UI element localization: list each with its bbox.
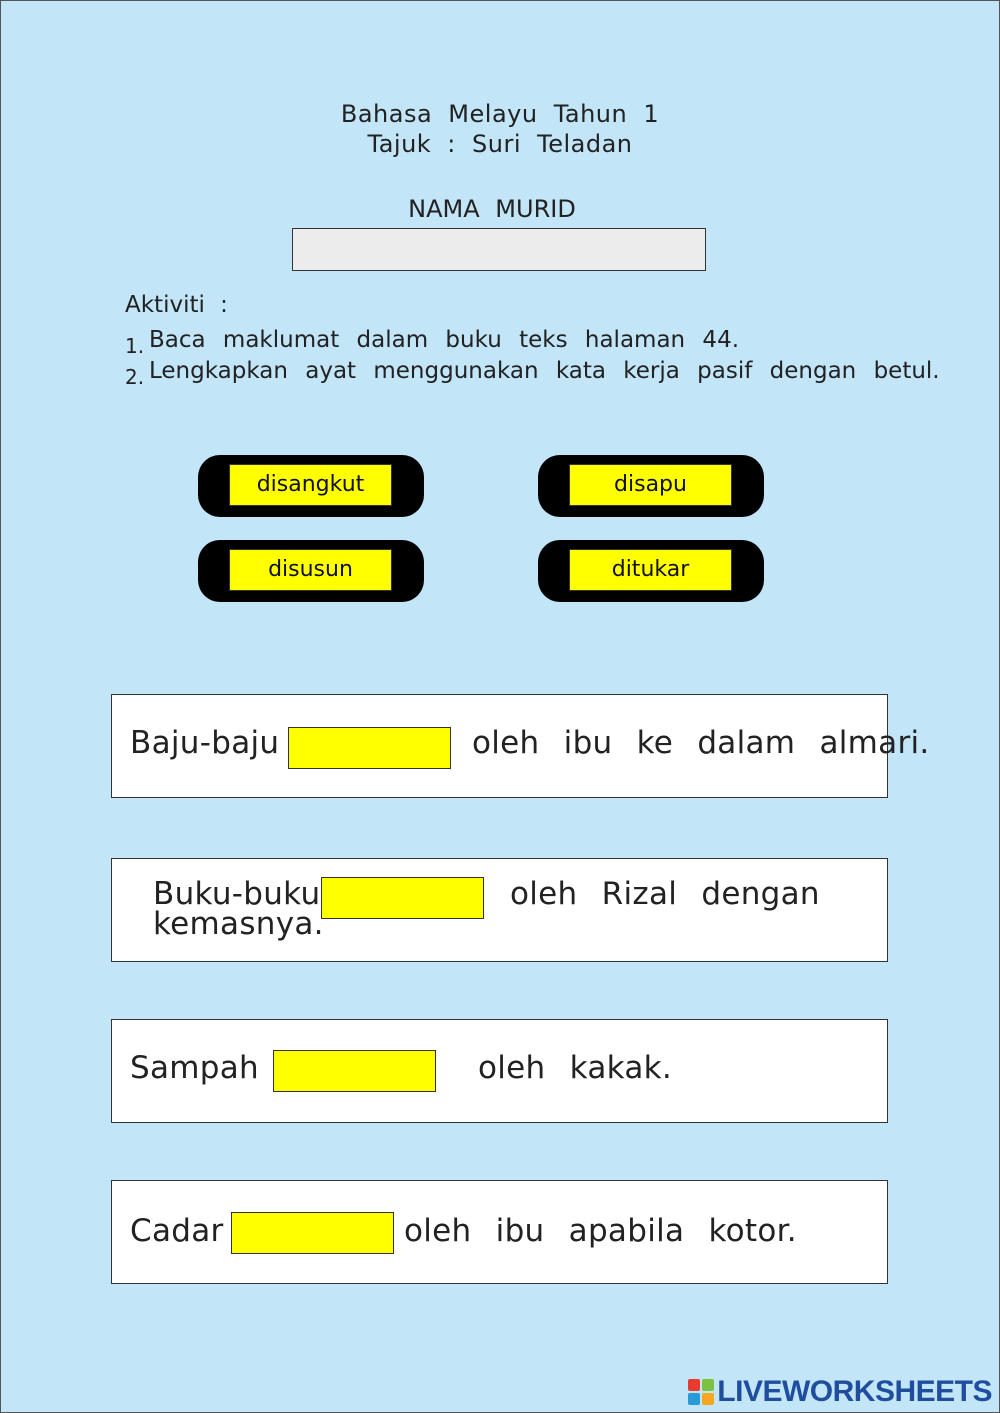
instruction-text: Lengkapkan ayat menggunakan kata kerja pasif dengan betul. [149, 358, 940, 384]
sentence-box-4 [111, 1180, 888, 1284]
sentence-text-after: oleh kakak. [478, 1050, 673, 1086]
logo-square-green [702, 1379, 714, 1391]
word-tile-label: disapu [569, 464, 732, 506]
student-name-input[interactable] [292, 228, 706, 271]
word-tile-disusun[interactable] [198, 540, 424, 602]
word-tile-label: ditukar [569, 549, 732, 591]
sentence-box-1 [111, 694, 930, 798]
instruction-number: 1. [125, 334, 145, 358]
sentence-text-before: Cadar [130, 1213, 224, 1249]
instruction-number: 2. [125, 365, 145, 389]
instruction-item [125, 358, 940, 389]
word-tile-disangkut[interactable] [198, 455, 424, 517]
activity-heading: Aktiviti : [125, 292, 228, 318]
answer-drop-slot-1[interactable] [288, 727, 451, 769]
logo-square-orange [702, 1393, 714, 1405]
word-tile-disapu[interactable] [538, 455, 764, 517]
sentence-text-after: oleh ibu ke dalam almari. [472, 725, 930, 761]
student-name-label: NAMA MURID [408, 195, 576, 223]
sentence-text-after: oleh Rizal dengan [510, 876, 820, 912]
word-tile-label: disangkut [229, 464, 392, 506]
sentence-box-2 [111, 858, 888, 962]
liveworksheets-logo[interactable] [688, 1375, 992, 1409]
sentence-text-after: oleh ibu apabila kotor. [404, 1213, 797, 1249]
liveworksheets-logo-text: LIVEWORKSHEETS [717, 1375, 992, 1408]
logo-square-red [688, 1379, 700, 1391]
answer-drop-slot-3[interactable] [273, 1050, 436, 1092]
sentence-text-continuation: kemasnya. [153, 906, 324, 942]
instruction-text: Baca maklumat dalam buku teks halaman 44. [149, 327, 740, 353]
liveworksheets-logo-icon [688, 1379, 714, 1405]
instruction-item [125, 327, 739, 358]
word-tile-ditukar[interactable] [538, 540, 764, 602]
sentence-text-before: Sampah [130, 1050, 259, 1086]
worksheet-title-topic: Tajuk : Suri Teladan [367, 130, 633, 158]
answer-drop-slot-2[interactable] [321, 877, 484, 919]
answer-drop-slot-4[interactable] [231, 1212, 394, 1254]
word-tile-label: disusun [229, 549, 392, 591]
sentence-box-3 [111, 1019, 888, 1123]
worksheet-title-subject: Bahasa Melayu Tahun 1 [340, 100, 660, 128]
sentence-text-before: Baju-baju [130, 725, 280, 761]
logo-square-blue [688, 1393, 700, 1405]
sentence-text-before: Buku-buku [153, 876, 321, 912]
